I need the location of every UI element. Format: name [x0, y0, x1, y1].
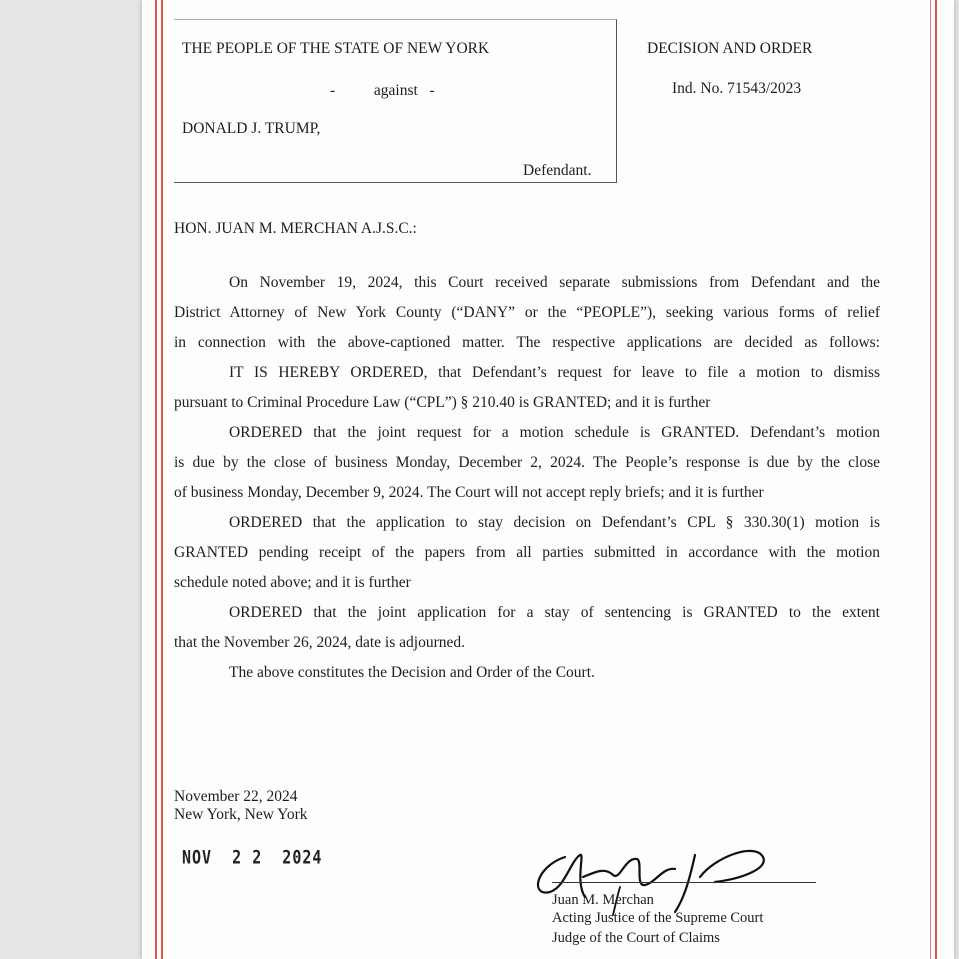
body-line: IT IS HEREBY ORDERED, that Defendant’s request for leave to file a motion to dismiss: [229, 364, 880, 381]
body-line: pursuant to Criminal Procedure Law (“CPL”) § 210.40 is GRANTED; and it is further: [174, 394, 711, 411]
body-line: ORDERED that the joint application for a stay of sentencing is GRANTED to the extent: [229, 604, 880, 621]
caption-defendant-label: Defendant.: [523, 162, 592, 179]
index-number: Ind. No. 71543/2023: [672, 80, 802, 97]
judge-heading: HON. JUAN M. MERCHAN A.J.S.C.:: [174, 220, 417, 237]
body-line: ORDERED that the joint request for a motion schedule is GRANTED. Defendant’s motion: [229, 424, 880, 441]
body-line: District Attorney of New York County (“DANY” or the “PEOPLE”), seeking various forms of relief: [174, 304, 880, 321]
received-date-stamp: NOV 2 2 2024: [182, 846, 323, 869]
dateline-place: New York, New York: [174, 806, 308, 823]
dateline-date: November 22, 2024: [174, 788, 298, 805]
signer-title-court-of-claims: Judge of the Court of Claims: [552, 930, 720, 946]
caption-defendant-name: DONALD J. TRUMP,: [182, 120, 321, 137]
body-line: GRANTED pending receipt of the papers from all parties submitted in accordance with the motion: [174, 544, 880, 561]
court-order-page: [142, 0, 954, 959]
body-line: that the November 26, 2024, date is adjourned.: [174, 634, 465, 651]
caption-against: - against -: [330, 82, 435, 99]
signature-line: [552, 882, 816, 883]
document-body: [142, 0, 954, 959]
body-line: in connection with the above-captioned matter. The respective applications are decided as follows:: [174, 334, 880, 351]
body-line: of business Monday, December 9, 2024. The Court will not accept reply briefs; and it is further: [174, 484, 764, 501]
signer-title-supreme-court: Acting Justice of the Supreme Court: [552, 910, 764, 926]
caption-plaintiff: THE PEOPLE OF THE STATE OF NEW YORK: [182, 40, 490, 57]
body-line: ORDERED that the application to stay decision on Defendant’s CPL § 330.30(1) motion is: [229, 514, 880, 531]
body-line: is due by the close of business Monday, December 2, 2024. The People’s response is due by the close: [174, 454, 880, 471]
document-title: DECISION AND ORDER: [647, 40, 813, 57]
signer-name: Juan M. Merchan: [552, 892, 654, 908]
body-line: On November 19, 2024, this Court received separate submissions from Defendant and the: [229, 274, 880, 291]
body-line: The above constitutes the Decision and Order of the Court.: [229, 664, 595, 681]
body-line: schedule noted above; and it is further: [174, 574, 411, 591]
